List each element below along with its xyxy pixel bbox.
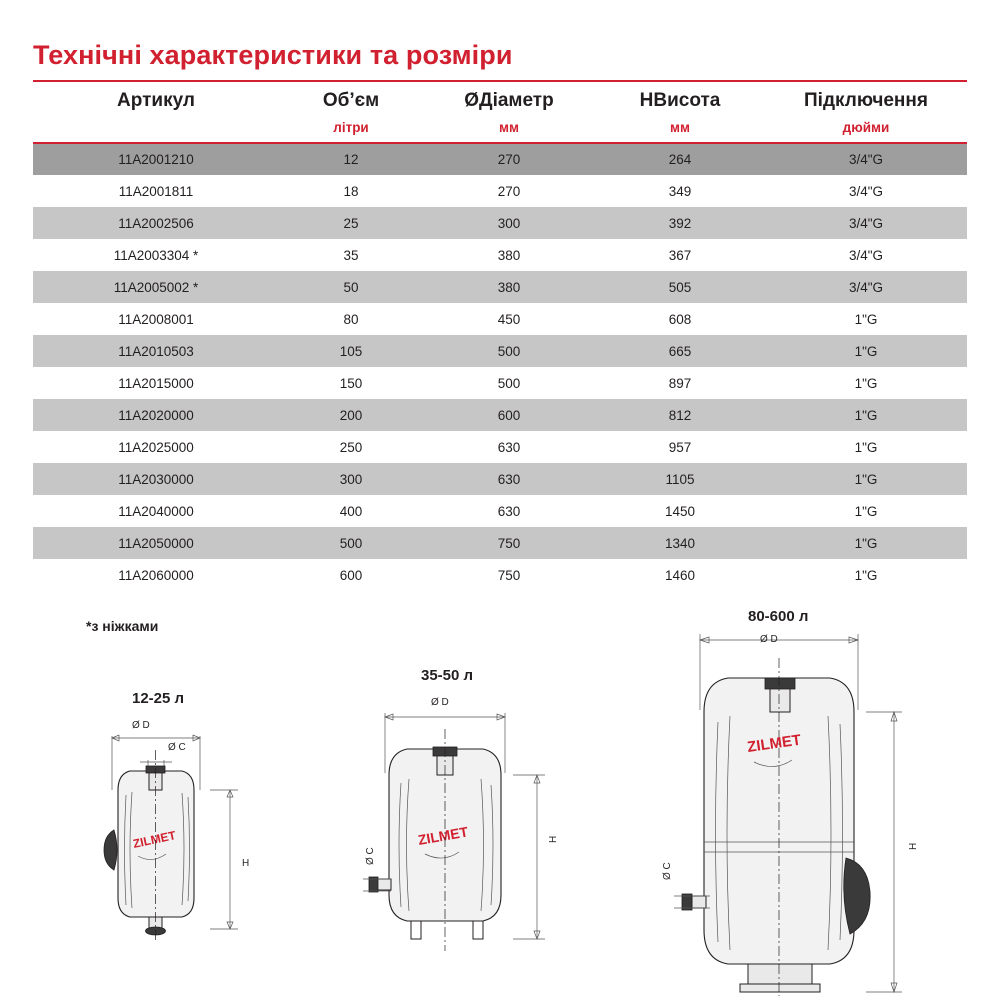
connection-cell: 1"G bbox=[765, 431, 967, 463]
height-cell: 608 bbox=[595, 303, 765, 335]
volume-cell: 50 bbox=[279, 271, 423, 303]
height-cell: 1460 bbox=[595, 559, 765, 591]
connection-cell: 1"G bbox=[765, 335, 967, 367]
volume-cell: 500 bbox=[279, 527, 423, 559]
unit-height: мм bbox=[670, 120, 690, 135]
diameter-cell: 500 bbox=[423, 367, 595, 399]
table-footnote: *з ніжками bbox=[86, 618, 159, 634]
connection-cell: 1"G bbox=[765, 303, 967, 335]
volume-cell: 250 bbox=[279, 431, 423, 463]
table-row bbox=[33, 303, 967, 335]
table-units-row bbox=[33, 118, 967, 142]
diameter-cell: 300 bbox=[423, 207, 595, 239]
diameter-cell: 450 bbox=[423, 303, 595, 335]
table-body bbox=[33, 143, 967, 591]
volume-cell: 18 bbox=[279, 175, 423, 207]
table-row bbox=[33, 207, 967, 239]
volume-cell: 200 bbox=[279, 399, 423, 431]
height-cell: 505 bbox=[595, 271, 765, 303]
height-cell: 349 bbox=[595, 175, 765, 207]
article-cell: 11A2001811 bbox=[33, 175, 279, 207]
table-row bbox=[33, 175, 967, 207]
article-cell: 11A2040000 bbox=[33, 495, 279, 527]
column-header-diameter: ØДіаметр bbox=[423, 81, 595, 118]
table-row bbox=[33, 431, 967, 463]
drawing-svg-12-25 bbox=[70, 680, 290, 970]
article-cell: 11A2001210 bbox=[33, 143, 279, 175]
drawing-caption-80-600: 80-600 л bbox=[748, 608, 809, 625]
connection-cell: 1"G bbox=[765, 367, 967, 399]
diameter-cell: 270 bbox=[423, 143, 595, 175]
connection-cell: 3/4"G bbox=[765, 271, 967, 303]
connection-cell: 3/4"G bbox=[765, 143, 967, 175]
unit-connection: дюйми bbox=[842, 120, 890, 135]
table-row bbox=[33, 527, 967, 559]
table-row bbox=[33, 271, 967, 303]
svg-text:ZILMET: ZILMET bbox=[746, 731, 803, 756]
connection-cell: 1"G bbox=[765, 495, 967, 527]
specs-table-container bbox=[33, 80, 967, 591]
article-cell: 11A2025000 bbox=[33, 431, 279, 463]
connection-cell: 1"G bbox=[765, 527, 967, 559]
drawing-label-diameter-12-25: Ø D bbox=[132, 720, 150, 731]
page-title: Технічні характеристики та розміри bbox=[33, 40, 513, 70]
table-header bbox=[33, 81, 967, 143]
table-row bbox=[33, 335, 967, 367]
article-cell: 11A2003304 * bbox=[33, 239, 279, 271]
article-cell: 11A2030000 bbox=[33, 463, 279, 495]
article-cell: 11A2010503 bbox=[33, 335, 279, 367]
diameter-cell: 750 bbox=[423, 559, 595, 591]
height-cell: 1105 bbox=[595, 463, 765, 495]
diameter-cell: 380 bbox=[423, 239, 595, 271]
table-row bbox=[33, 143, 967, 175]
diameter-cell: 750 bbox=[423, 527, 595, 559]
volume-cell: 80 bbox=[279, 303, 423, 335]
height-cell: 1340 bbox=[595, 527, 765, 559]
svg-text:ZILMET: ZILMET bbox=[131, 828, 178, 851]
diameter-cell: 600 bbox=[423, 399, 595, 431]
unit-volume: літри bbox=[333, 120, 369, 135]
drawing-label-height-35-50: H bbox=[548, 835, 559, 843]
column-header-connection: Підключення bbox=[765, 81, 967, 118]
drawing-label-connection-12-25: Ø C bbox=[168, 742, 186, 753]
drawing-12-25 bbox=[70, 680, 290, 970]
drawing-label-diameter-35-50: Ø D bbox=[431, 697, 449, 708]
drawing-35-50 bbox=[345, 655, 585, 975]
connection-cell: 1"G bbox=[765, 399, 967, 431]
volume-cell: 35 bbox=[279, 239, 423, 271]
drawing-label-diameter-80-600: Ø D bbox=[760, 634, 778, 645]
diameter-cell: 630 bbox=[423, 463, 595, 495]
drawing-svg-35-50 bbox=[345, 655, 585, 975]
article-cell: 11A2005002 * bbox=[33, 271, 279, 303]
specs-table bbox=[33, 80, 967, 591]
unit-diameter: мм bbox=[499, 120, 519, 135]
volume-cell: 25 bbox=[279, 207, 423, 239]
connection-cell: 3/4"G bbox=[765, 207, 967, 239]
article-cell: 11A2015000 bbox=[33, 367, 279, 399]
column-header-height: HВисота bbox=[595, 81, 765, 118]
volume-cell: 300 bbox=[279, 463, 423, 495]
table-row bbox=[33, 367, 967, 399]
connection-cell: 1"G bbox=[765, 463, 967, 495]
height-cell: 812 bbox=[595, 399, 765, 431]
column-header-article: Артикул bbox=[33, 81, 279, 118]
article-cell: 11A2008001 bbox=[33, 303, 279, 335]
connection-cell: 3/4"G bbox=[765, 239, 967, 271]
diameter-cell: 630 bbox=[423, 431, 595, 463]
table-row bbox=[33, 399, 967, 431]
diameter-cell: 270 bbox=[423, 175, 595, 207]
height-cell: 264 bbox=[595, 143, 765, 175]
drawing-label-height-12-25: H bbox=[242, 858, 250, 869]
height-cell: 665 bbox=[595, 335, 765, 367]
drawing-80-600 bbox=[640, 600, 940, 1000]
table-row bbox=[33, 495, 967, 527]
diameter-cell: 380 bbox=[423, 271, 595, 303]
table-row bbox=[33, 559, 967, 591]
drawing-svg-80-600 bbox=[640, 600, 940, 1000]
diameter-cell: 630 bbox=[423, 495, 595, 527]
article-cell: 11A2020000 bbox=[33, 399, 279, 431]
drawing-caption-35-50: 35-50 л bbox=[421, 667, 474, 684]
volume-cell: 150 bbox=[279, 367, 423, 399]
volume-cell: 12 bbox=[279, 143, 423, 175]
article-cell: 11A2060000 bbox=[33, 559, 279, 591]
article-cell: 11A2050000 bbox=[33, 527, 279, 559]
height-cell: 1450 bbox=[595, 495, 765, 527]
height-cell: 897 bbox=[595, 367, 765, 399]
column-header-volume: Об’єм bbox=[279, 81, 423, 118]
volume-cell: 105 bbox=[279, 335, 423, 367]
drawing-label-connection-35-50: Ø C bbox=[365, 847, 376, 865]
connection-cell: 1"G bbox=[765, 559, 967, 591]
drawing-label-height-80-600: H bbox=[908, 842, 919, 850]
height-cell: 367 bbox=[595, 239, 765, 271]
drawing-caption-12-25: 12-25 л bbox=[132, 690, 185, 707]
connection-cell: 3/4"G bbox=[765, 175, 967, 207]
svg-text:ZILMET: ZILMET bbox=[416, 823, 470, 848]
table-header-row bbox=[33, 81, 967, 118]
drawing-label-connection-80-600: Ø C bbox=[662, 862, 673, 880]
table-row bbox=[33, 463, 967, 495]
height-cell: 957 bbox=[595, 431, 765, 463]
unit-article bbox=[33, 118, 279, 142]
article-cell: 11A2002506 bbox=[33, 207, 279, 239]
diameter-cell: 500 bbox=[423, 335, 595, 367]
volume-cell: 400 bbox=[279, 495, 423, 527]
height-cell: 392 bbox=[595, 207, 765, 239]
table-row bbox=[33, 239, 967, 271]
volume-cell: 600 bbox=[279, 559, 423, 591]
